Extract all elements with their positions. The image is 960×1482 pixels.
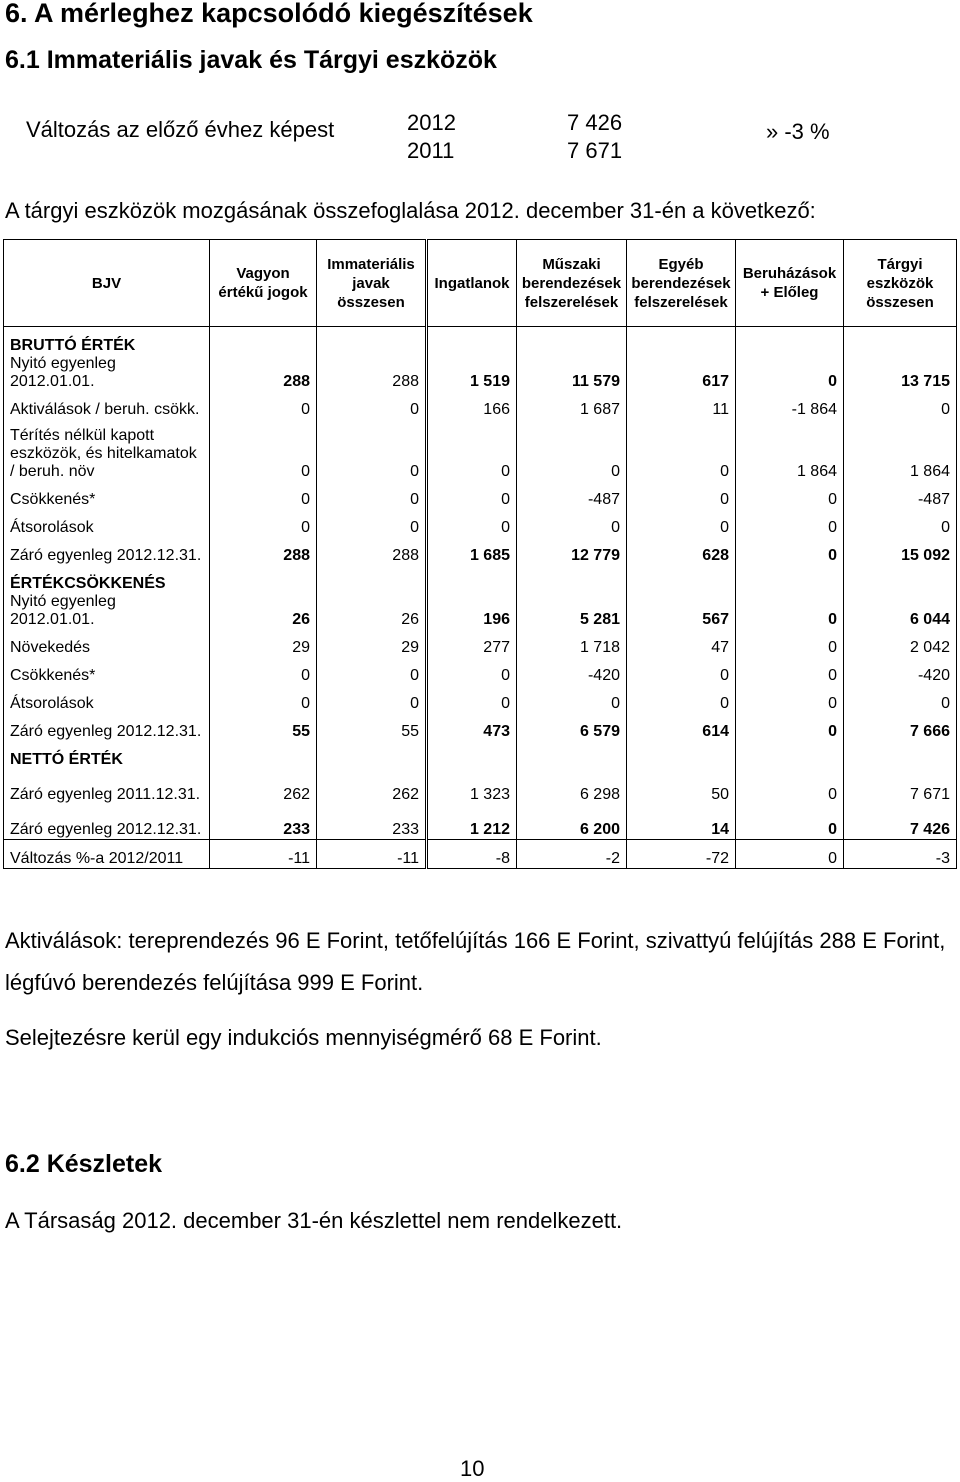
value-cell: 11 — [627, 391, 736, 419]
empty-cell — [517, 327, 627, 356]
empty-cell — [627, 741, 736, 769]
empty-cell — [844, 741, 957, 769]
value-cell: 1 687 — [517, 391, 627, 419]
table-row — [4, 804, 957, 840]
value-cell: 0 — [317, 419, 427, 481]
value-cell: 5 281 — [517, 593, 627, 629]
value-cell: 29 — [210, 629, 317, 657]
page-number: 10 — [460, 1456, 485, 1481]
value-cell: 1 212 — [427, 804, 517, 840]
value-cell: 15 092 — [844, 537, 957, 565]
inventory-text: A Társaság 2012. december 31-én készlettel nem rendelkezett. — [5, 1208, 623, 1233]
empty-cell — [427, 565, 517, 593]
value-cell: 0 — [210, 657, 317, 685]
value-cell: 233 — [210, 804, 317, 840]
value-cell: 196 — [427, 593, 517, 629]
row-label: Csökkenés* — [4, 481, 210, 509]
table-row — [4, 593, 957, 629]
value-cell: 0 — [517, 685, 627, 713]
row-label: Záró egyenleg 2011.12.31. — [4, 769, 210, 804]
row-label: Változás %-a 2012/2011 — [4, 840, 210, 869]
row-label: Záró egyenleg 2012.12.31. — [4, 537, 210, 565]
row-label: Növekedés — [4, 629, 210, 657]
value-cell: 1 519 — [427, 355, 517, 391]
value-cell: 55 — [317, 713, 427, 741]
section-row — [4, 565, 957, 593]
value-cell: 0 — [736, 509, 844, 537]
row-label: Záró egyenleg 2012.12.31. — [4, 713, 210, 741]
row-label: Átsorolások — [4, 685, 210, 713]
table-row — [4, 713, 957, 741]
value-cell: 0 — [210, 481, 317, 509]
empty-cell — [736, 565, 844, 593]
value-cell: 288 — [210, 355, 317, 391]
value-cell: 0 — [736, 804, 844, 840]
empty-cell — [517, 741, 627, 769]
empty-cell — [317, 327, 427, 356]
table-row — [4, 685, 957, 713]
section-title-6-2: 6.2 Készletek — [5, 1150, 163, 1178]
value-cell: 7 666 — [844, 713, 957, 741]
empty-cell — [210, 741, 317, 769]
column-header: Műszaki berendezések felszerelések — [517, 240, 627, 327]
value-cell: 1 864 — [736, 419, 844, 481]
empty-cell — [627, 327, 736, 356]
empty-cell — [427, 327, 517, 356]
value-cell: -3 — [844, 840, 957, 869]
value-cell: 233 — [317, 804, 427, 840]
value-cell: 0 — [210, 391, 317, 419]
value-cell: -420 — [517, 657, 627, 685]
value-cell: 12 779 — [517, 537, 627, 565]
value-cell: 0 — [736, 355, 844, 391]
activations-text-line-1: Aktiválások: tereprendezés 96 E Forint, tetőfelújítás 166 E Forint, szivattyú felújítás 288 E Forint, — [5, 928, 946, 953]
value-cell: 50 — [627, 769, 736, 804]
value-cell: 0 — [736, 593, 844, 629]
table-row — [4, 481, 957, 509]
value-cell: 6 298 — [517, 769, 627, 804]
value-cell: 262 — [210, 769, 317, 804]
row-label: Nyitó egyenleg 2012.01.01. — [4, 355, 210, 391]
empty-cell — [736, 327, 844, 356]
value-cell: 13 715 — [844, 355, 957, 391]
empty-cell — [210, 565, 317, 593]
column-header: Egyéb berendezések felszerelések — [627, 240, 736, 327]
value-cell: 1 718 — [517, 629, 627, 657]
value-cell: 0 — [627, 509, 736, 537]
section-row — [4, 327, 957, 356]
section-label: NETTÓ ÉRTÉK — [4, 741, 210, 769]
disposal-text: Selejtezésre kerül egy indukciós mennyiségmérő 68 E Forint. — [5, 1025, 602, 1050]
value-cell: 0 — [627, 685, 736, 713]
table-intro: A tárgyi eszközök mozgásának összefoglalása 2012. december 31-én a következő: — [5, 198, 816, 223]
value-cell: -72 — [627, 840, 736, 869]
value-cell: 14 — [627, 804, 736, 840]
column-header: Ingatlanok — [427, 240, 517, 327]
value-cell: 0 — [627, 419, 736, 481]
value-cell: 0 — [517, 509, 627, 537]
value-cell: 6 579 — [517, 713, 627, 741]
empty-cell — [317, 565, 427, 593]
value-cell: -487 — [517, 481, 627, 509]
value-cell: -11 — [317, 840, 427, 869]
chapter-title: 6. A mérleghez kapcsolódó kiegészítések — [5, 0, 533, 28]
empty-cell — [844, 565, 957, 593]
row-label: Átsorolások — [4, 509, 210, 537]
value-cell: 628 — [627, 537, 736, 565]
value-cell: 26 — [210, 593, 317, 629]
value-cell: 0 — [736, 481, 844, 509]
value-cell: 288 — [210, 537, 317, 565]
value-cell: 0 — [844, 391, 957, 419]
value-cell: 0 — [210, 509, 317, 537]
section-row — [4, 741, 957, 769]
value-cell: 0 — [627, 657, 736, 685]
value-cell: 0 — [317, 685, 427, 713]
row-label: Térítés nélkül kapott eszközök, és hitelkamatok / beruh. növ — [4, 419, 210, 481]
value-cell: 0 — [427, 657, 517, 685]
value-cell: -8 — [427, 840, 517, 869]
value-cell: 6 044 — [844, 593, 957, 629]
value-cell: 288 — [317, 355, 427, 391]
column-header: Beruházások + Előleg — [736, 240, 844, 327]
value-cell: 1 685 — [427, 537, 517, 565]
empty-cell — [627, 565, 736, 593]
change-year-2012: 2012 — [407, 110, 456, 135]
section-label: ÉRTÉKCSÖKKENÉS — [4, 565, 210, 593]
value-cell: 0 — [317, 391, 427, 419]
value-cell: 55 — [210, 713, 317, 741]
value-cell: 0 — [317, 481, 427, 509]
row-label: Aktiválások / beruh. csökk. — [4, 391, 210, 419]
value-cell: 277 — [427, 629, 517, 657]
table-row — [4, 537, 957, 565]
change-year-2011: 2011 — [407, 138, 455, 163]
table-row — [4, 391, 957, 419]
value-cell: 0 — [736, 840, 844, 869]
value-cell: -11 — [210, 840, 317, 869]
value-cell: 0 — [317, 509, 427, 537]
row-label: Csökkenés* — [4, 657, 210, 685]
table-row — [4, 840, 957, 869]
column-header: Immateriális javak összesen — [317, 240, 427, 327]
value-cell: 11 579 — [517, 355, 627, 391]
value-cell: 288 — [317, 537, 427, 565]
row-label: Nyitó egyenleg 2012.01.01. — [4, 593, 210, 629]
table-row — [4, 769, 957, 804]
value-cell: 0 — [317, 657, 427, 685]
value-cell: 0 — [736, 769, 844, 804]
value-cell: 0 — [427, 419, 517, 481]
value-cell: -487 — [844, 481, 957, 509]
value-cell: 1 864 — [844, 419, 957, 481]
value-cell: 567 — [627, 593, 736, 629]
value-cell: 6 200 — [517, 804, 627, 840]
value-cell: 614 — [627, 713, 736, 741]
empty-cell — [210, 327, 317, 356]
table-row — [4, 419, 957, 481]
table-row — [4, 355, 957, 391]
value-cell: 0 — [736, 657, 844, 685]
value-cell: 0 — [210, 685, 317, 713]
value-cell: -420 — [844, 657, 957, 685]
value-cell: 29 — [317, 629, 427, 657]
column-header: Tárgyi eszközök összesen — [844, 240, 957, 327]
empty-cell — [844, 327, 957, 356]
value-cell: 1 323 — [427, 769, 517, 804]
value-cell: 617 — [627, 355, 736, 391]
value-cell: 0 — [517, 419, 627, 481]
section-title-6-1: 6.1 Immateriális javak és Tárgyi eszközök — [5, 46, 497, 74]
value-cell: 0 — [427, 685, 517, 713]
empty-cell — [517, 565, 627, 593]
value-cell: 7 671 — [844, 769, 957, 804]
value-cell: 473 — [427, 713, 517, 741]
empty-cell — [317, 741, 427, 769]
section-label: BRUTTÓ ÉRTÉK — [4, 327, 210, 356]
table-row — [4, 629, 957, 657]
value-cell: 2 042 — [844, 629, 957, 657]
value-cell: 0 — [210, 419, 317, 481]
value-cell: 166 — [427, 391, 517, 419]
value-cell: 0 — [736, 713, 844, 741]
table-row — [4, 509, 957, 537]
value-cell: 0 — [427, 509, 517, 537]
row-label: Záró egyenleg 2012.12.31. — [4, 804, 210, 840]
value-cell: 0 — [844, 685, 957, 713]
value-cell: 7 426 — [844, 804, 957, 840]
value-cell: 0 — [736, 685, 844, 713]
change-label: Változás az előző évhez képest — [26, 117, 335, 142]
asset-movement-table — [3, 239, 957, 869]
change-value-2012: 7 426 — [567, 110, 623, 135]
value-cell: -2 — [517, 840, 627, 869]
value-cell: 47 — [627, 629, 736, 657]
value-cell: 262 — [317, 769, 427, 804]
table-row — [4, 657, 957, 685]
column-header: BJV — [4, 240, 210, 327]
value-cell: 26 — [317, 593, 427, 629]
empty-cell — [736, 741, 844, 769]
empty-cell — [427, 741, 517, 769]
value-cell: 0 — [844, 509, 957, 537]
value-cell: -1 864 — [736, 391, 844, 419]
change-percent: » -3 % — [766, 119, 830, 144]
activations-text-line-2: légfúvó berendezés felújítása 999 E Forint. — [5, 970, 424, 995]
value-cell: 0 — [736, 537, 844, 565]
change-value-2011: 7 671 — [567, 138, 623, 163]
value-cell: 0 — [627, 481, 736, 509]
column-header: Vagyon értékű jogok — [210, 240, 317, 327]
value-cell: 0 — [736, 629, 844, 657]
value-cell: 0 — [427, 481, 517, 509]
